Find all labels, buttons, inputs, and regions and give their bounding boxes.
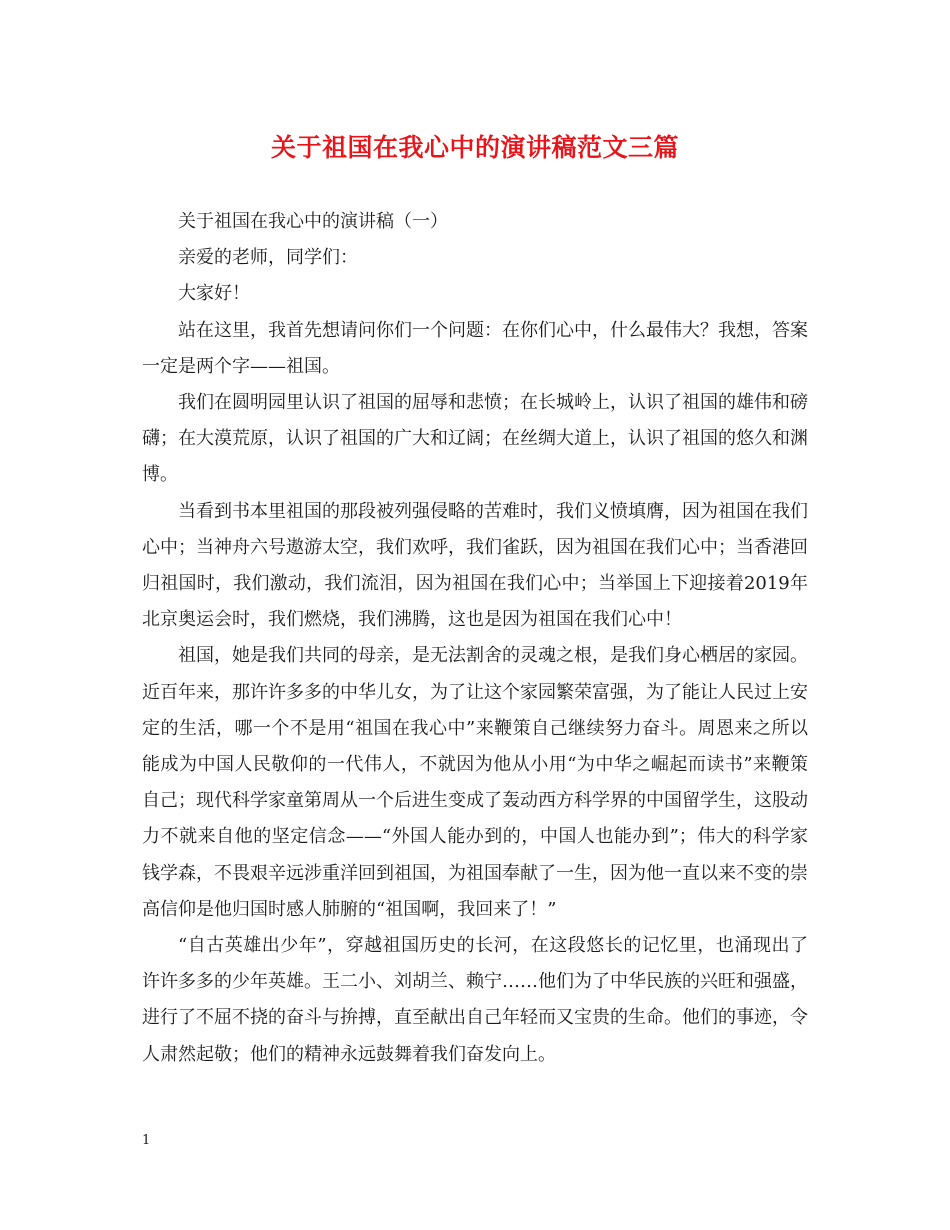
body-paragraph: “自古英雄出少年”，穿越祖国历史的长河，在这段悠长的记忆里，也涌现出了许许多多的少年英雄。王二小、刘胡兰、赖宁……他们为了中华民族的兴旺和强盛，进行了不屈不挠的奋斗与拚搏，直至献出自己年轻而又宝贵的生命。他们的事迹，令人肃然起敬；他们的精神永远鼓舞着我们奋发向上。 xyxy=(142,935,808,1065)
section-heading: 关于祖国在我心中的演讲稿（一） xyxy=(178,211,448,232)
salutation: 亲爱的老师，同学们： xyxy=(178,247,358,269)
document-title: 关于祖国在我心中的演讲稿范文三篇 xyxy=(270,133,679,162)
greeting: 大家好！ xyxy=(178,283,250,305)
body-paragraph: 当看到书本里祖国的那段被列强侵略的苦难时，我们义愤填膺，因为祖国在我们心中；当神舟六号遨游太空，我们欢呼，我们雀跃，因为祖国在我们心中；当香港回归祖国时，我们激动，我们流泪，因为祖国在我们心中；当举国上下迎接着2019年北京奥运会时，我们燃烧，我们沸腾，这也是因为祖国在我们心中！ xyxy=(142,500,808,631)
body-paragraph: 祖国，她是我们共同的母亲，是无法割舍的灵魂之根，是我们身心栖居的家园。近百年来，那许许多多的中华儿女，为了让这个家园繁荣富强，为了能让人民过上安定的生活，哪一个不是用“祖国在我心中”来鞭策自己继续努力奋斗。周恩来之所以能成为中国人民敬仰的一代伟人，不就因为他从小用“为中华之崛起而读书”来鞭策自己；现代科学家童第周从一个后进生变成了轰动西方科学界的中国留学生，这股动力不就来自他的坚定信念——“外国人能办到的，中国人也能办到”；伟大的科学家钱学森，不畏艰辛远涉重洋回到祖国，为祖国奉献了一生，因为他一直以来不变的崇高信仰是他归国时感人肺腑的“祖国啊，我回来了！” xyxy=(142,645,808,920)
body-paragraph: 站在这里，我首先想请问你们一个问题：在你们心中，什么最伟大？我想，答案一定是两个字——祖国。 xyxy=(142,319,808,377)
page-number: 1 xyxy=(142,1133,151,1148)
document-body xyxy=(142,204,808,1073)
body-paragraph: 我们在圆明园里认识了祖国的屈辱和悲愤；在长城岭上，认识了祖国的雄伟和磅礴；在大漠荒原，认识了祖国的广大和辽阔；在丝绸大道上，认识了祖国的悠久和渊博。 xyxy=(142,392,808,486)
